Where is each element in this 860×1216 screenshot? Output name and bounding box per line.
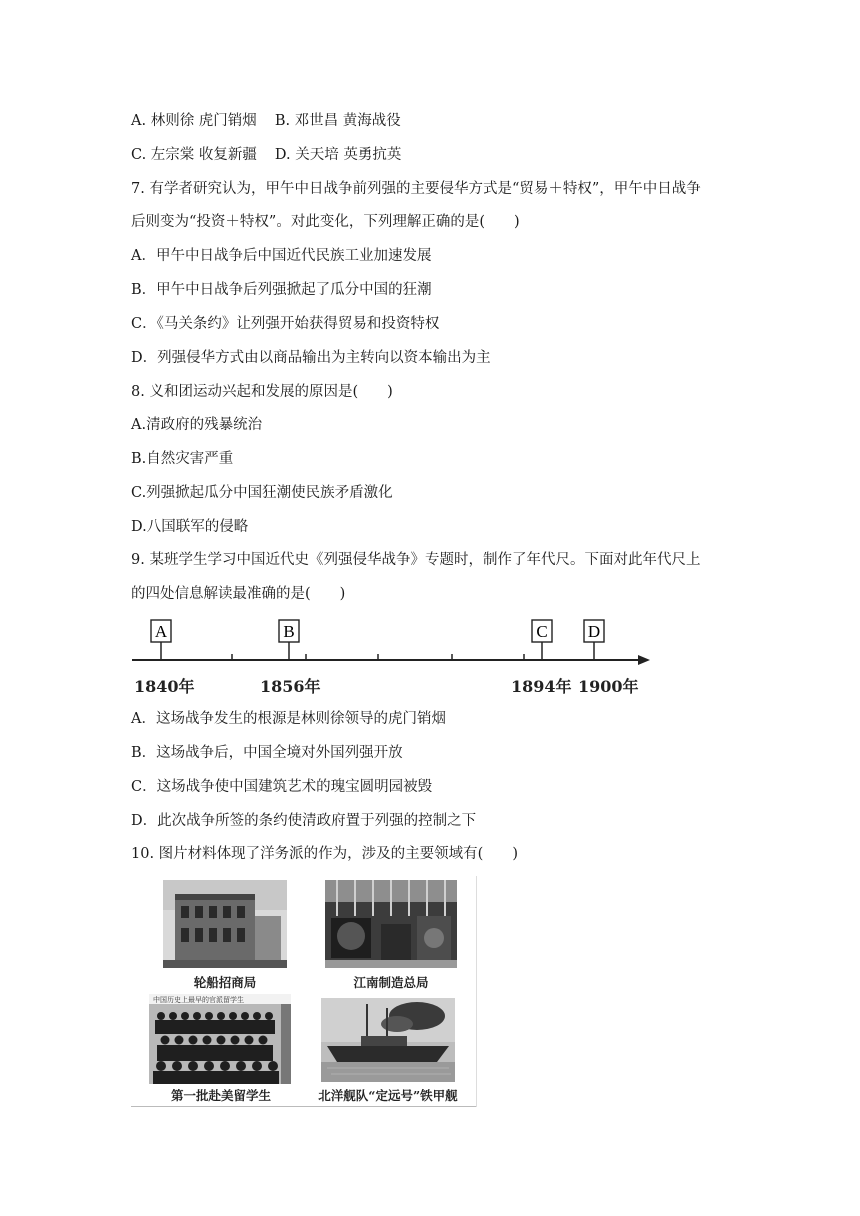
timeline-ruler [126,614,656,700]
q7-option-b: B．甲午中日战争后列强掀起了瓜分中国的狂潮 [131,282,432,298]
q9-option-c: C．这场战争使中国建筑艺术的瑰宝圆明园被毁 [131,779,433,795]
svg-text:B: B [283,622,295,641]
q6-options-row2 [131,145,401,165]
timeline-arrow-icon [638,655,650,665]
timeline-marker-d [584,620,604,660]
timeline-year-1900: 1900年 [578,677,639,696]
q7-option-c: C．《马关条约》让列强开始获得贸易和投资特权 [131,316,440,332]
photo-collage [131,876,477,1107]
q7-option-a: A．甲午中日战争后中国近代民族工业加速发展 [131,248,432,264]
q9-option-d: D．此次战争所签的条约使清政府置于列强的控制之下 [131,813,477,829]
q6-option-c: C. 左宗棠 收复新疆 [131,147,257,163]
q8-stem: 8. 义和团运动兴起和发展的原因是( ) [131,384,393,400]
q9-stem-line2: 的四处信息解读最准确的是( ) [131,586,346,602]
timeline-marker-b [279,620,299,660]
q9-stem-line1: 9. 某班学生学习中国近代史《列强侵华战争》专题时，制作了年代尺。下面对此年代尺上 [131,552,701,568]
q8-option-a: A.清政府的残暴统治 [131,417,263,433]
photo-merchants-steam-navigation [163,880,287,968]
timeline-marker-a [151,620,171,660]
caption-dingyuan-ironclad: 北洋舰队“定远号”铁甲舰 [318,1088,458,1103]
svg-text:D: D [587,622,601,641]
q9-option-b: B．这场战争后，中国全境对外国列强开放 [131,745,403,761]
caption-merchants-steam-navigation: 轮船招商局 [193,975,257,990]
q9-option-a: A．这场战争发生的根源是林则徐领导的虎门销烟 [131,711,446,727]
photo-dingyuan-ironclad [321,998,455,1082]
timeline-year-1856: 1856年 [260,677,321,696]
q6-option-a: A. 林则徐 虎门销烟 [131,113,257,129]
timeline-year-1894: 1894年 [511,677,572,696]
q6-options-row1 [131,111,401,131]
photo-inset-caption: 中国历史上最早的官派留学生 [153,996,244,1004]
q6-option-b: B. 邓世昌 黄海战役 [274,113,401,129]
q6-option-d: D. 关天培 英勇抗英 [274,147,402,163]
q7-stem-line2: 后则变为“投资＋特权”。对此变化，下列理解正确的是( ) [131,214,520,230]
q8-option-d: D.八国联军的侵略 [131,519,249,535]
q7-option-d: D．列强侵华方式由以商品输出为主转向以资本输出为主 [131,350,491,366]
timeline-marker-c [532,620,552,660]
timeline-year-1840: 1840年 [134,677,195,696]
q8-option-b: B.自然灾害严重 [131,451,234,467]
svg-text:A: A [154,622,168,641]
q8-option-c: C.列强掀起瓜分中国狂潮使民族矛盾激化 [131,485,393,501]
q7-stem-line1: 7. 有学者研究认为，甲午中日战争前列强的主要侵华方式是“贸易＋特权”，甲午中日战争 [131,181,701,197]
q10-stem: 10. 图片材料体现了洋务派的作为，涉及的主要领域有( ) [131,846,518,862]
caption-jiangnan-arsenal: 江南制造总局 [353,975,429,990]
svg-text:C: C [536,622,548,641]
caption-first-students-to-america: 第一批赴美留学生 [170,1088,272,1103]
photo-first-students-to-america [149,994,291,1084]
photo-jiangnan-arsenal [325,880,457,968]
